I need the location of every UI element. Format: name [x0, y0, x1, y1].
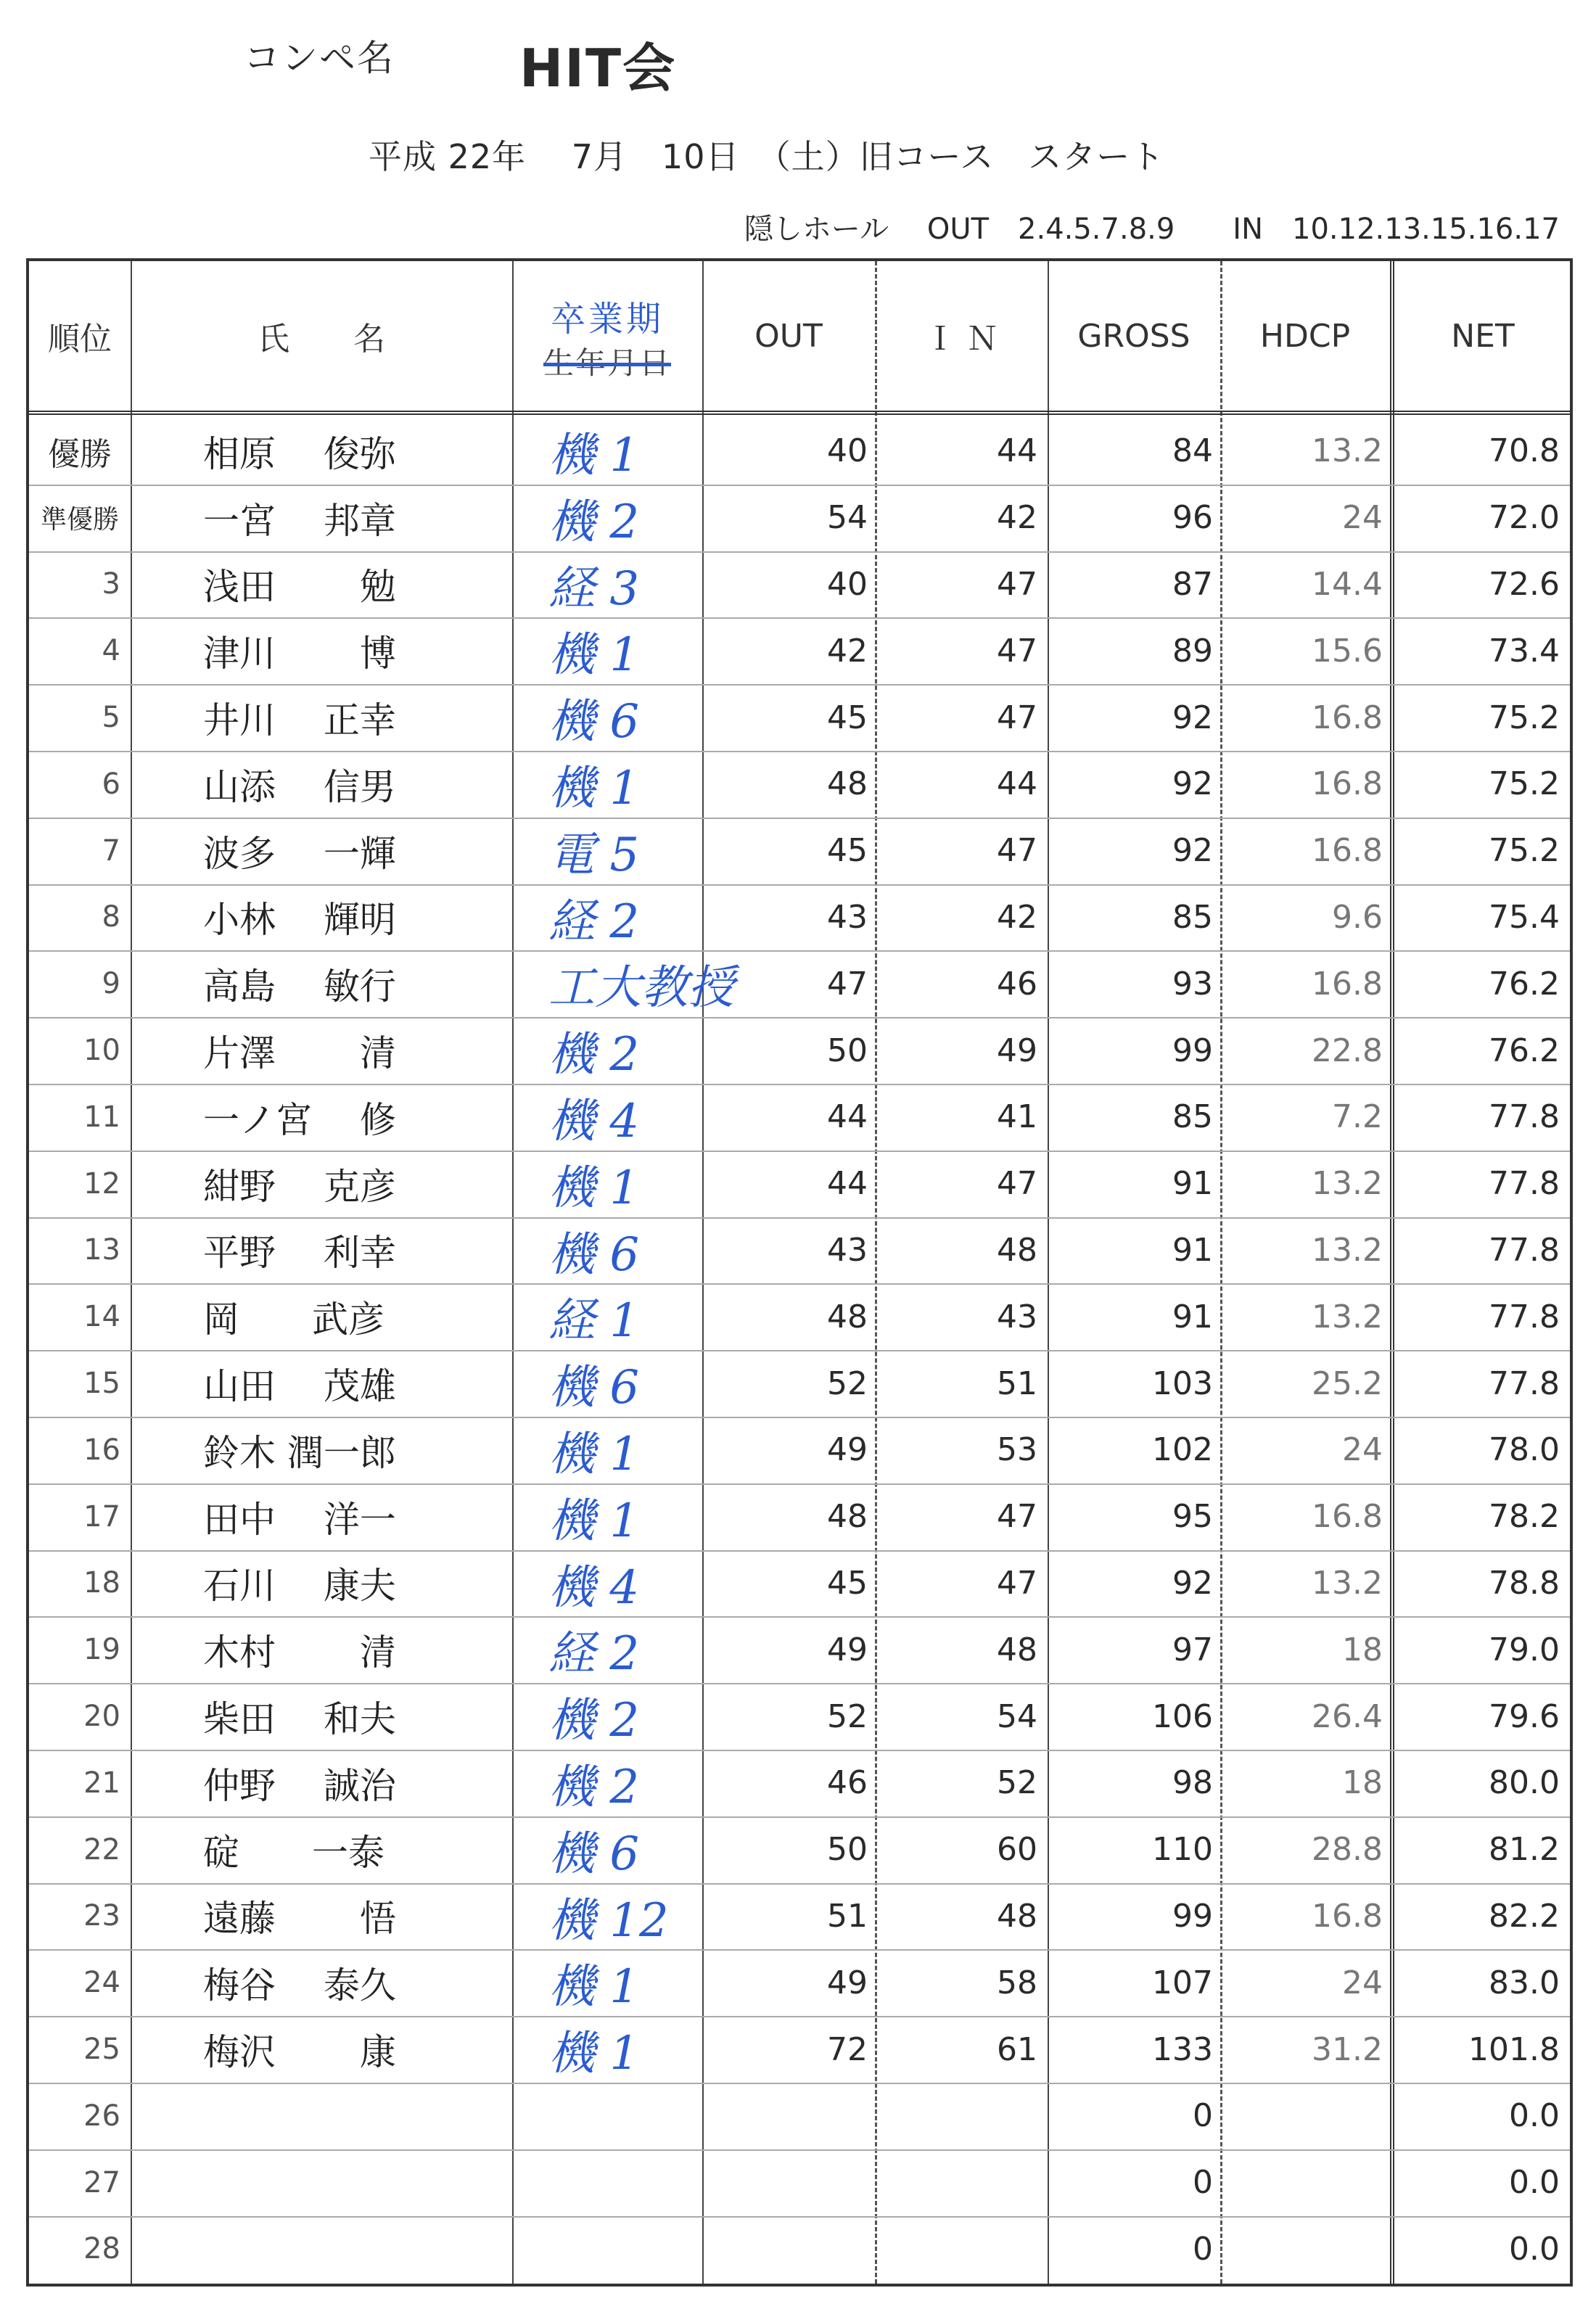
in-cell: 47: [997, 632, 1037, 670]
out-cell: 43: [827, 1231, 868, 1269]
hdcp-cell: 16.8: [1312, 832, 1383, 870]
header-separator: [29, 411, 1570, 415]
out-cell: 40: [827, 565, 868, 603]
year-cell: [527, 2216, 723, 2283]
year-cell: 電 5: [548, 828, 640, 882]
table-row: [29, 950, 1570, 1017]
table-row: [29, 1417, 1570, 1483]
table-row: [29, 1750, 1570, 1816]
name-cell: 木村 清: [203, 1631, 396, 1674]
in-cell: 47: [997, 1564, 1037, 1602]
net-cell: 77.8: [1489, 1231, 1560, 1269]
in-cell: 46: [997, 965, 1037, 1003]
net-cell: 72.6: [1489, 565, 1560, 603]
name-cell: [203, 2149, 486, 2216]
table-row: [29, 485, 1570, 551]
gross-cell: 87: [1172, 565, 1213, 603]
rank-cell: 11: [83, 1100, 120, 1134]
gross-cell: 91: [1172, 1165, 1213, 1203]
hdcp-cell: 24: [1342, 1431, 1383, 1469]
rank-cell: 24: [83, 1966, 120, 2000]
net-cell: 77.8: [1489, 1098, 1560, 1136]
in-cell: 41: [997, 1098, 1037, 1136]
hdcp-cell: 22.8: [1312, 1032, 1383, 1069]
hdcp-cell: 26.4: [1312, 1697, 1383, 1735]
rank-cell: 優勝: [48, 435, 112, 473]
year-cell: 機 1: [548, 1960, 640, 2014]
header-net: NET: [1451, 317, 1515, 355]
gross-cell: 92: [1172, 1564, 1213, 1602]
year-cell: 機 1: [548, 1161, 640, 1215]
name-cell: 梅谷 泰久: [203, 1964, 396, 2007]
gross-cell: 89: [1172, 632, 1213, 670]
in-cell: 48: [997, 1631, 1037, 1668]
net-cell: 77.8: [1489, 1298, 1560, 1335]
hdcp-cell: 31.2: [1312, 2030, 1383, 2068]
out-cell: 47: [827, 965, 868, 1003]
name-cell: 一ノ宮 修: [203, 1098, 396, 1141]
gross-cell: 85: [1172, 1098, 1213, 1136]
year-cell: 機 6: [548, 1227, 640, 1282]
rank-cell: 17: [83, 1499, 120, 1534]
in-cell: 42: [997, 898, 1037, 936]
out-cell: 45: [827, 1564, 868, 1602]
gross-cell: 102: [1152, 1431, 1213, 1469]
gross-cell: 91: [1172, 1231, 1213, 1269]
hdcp-cell: 16.8: [1312, 1498, 1383, 1536]
in-cell: 49: [997, 1032, 1037, 1069]
rank-cell: 6: [102, 767, 120, 801]
rank-cell: 21: [83, 1766, 120, 1800]
out-cell: 50: [827, 1032, 868, 1069]
header-year-handwritten: 卒業期: [550, 299, 664, 339]
in-cell: 52: [997, 1764, 1037, 1802]
out-cell: [702, 2083, 876, 2149]
name-cell: 小林 輝明: [203, 899, 396, 942]
name-cell: 紺野 克彦: [203, 1165, 396, 1208]
out-cell: 49: [827, 1431, 868, 1469]
net-cell: 82.2: [1489, 1897, 1560, 1935]
table-row: [29, 818, 1570, 884]
year-cell: 機 2: [548, 1028, 640, 1082]
net-cell: 72.0: [1489, 499, 1560, 537]
out-cell: 72: [827, 2030, 868, 2068]
name-cell: 片澤 清: [203, 1032, 396, 1075]
hdcp-cell: 24: [1342, 499, 1383, 537]
year-cell: 経 2: [548, 1627, 640, 1682]
name-cell: 梅沢 康: [203, 2031, 396, 2074]
table-row: [29, 1550, 1570, 1617]
name-cell: 津川 博: [203, 633, 396, 675]
year-cell: 機 1: [548, 628, 640, 683]
rank-cell: 28: [83, 2232, 120, 2266]
competition-label: コンペ名: [244, 37, 395, 79]
net-cell: 77.8: [1489, 1165, 1560, 1203]
in-cell: 47: [997, 565, 1037, 603]
in-cell: [876, 2083, 1048, 2149]
name-cell: 仲野 誠治: [203, 1764, 396, 1807]
year-cell: 経 1: [548, 1294, 640, 1349]
out-cell: 51: [827, 1897, 868, 1935]
header-gross: GROSS: [1077, 317, 1190, 355]
gross-cell: 95: [1172, 1498, 1213, 1536]
rank-cell: 3: [102, 567, 120, 601]
gross-cell: 99: [1172, 1032, 1213, 1069]
in-cell: 51: [997, 1365, 1037, 1402]
in-cell: 47: [997, 1165, 1037, 1203]
rank-cell: 22: [83, 1832, 120, 1866]
net-cell: 101.8: [1468, 2030, 1560, 2068]
rank-cell: 18: [83, 1566, 120, 1600]
year-cell: 機 4: [548, 1560, 640, 1615]
competition-name: HIT会: [519, 38, 677, 99]
net-cell: 78.2: [1489, 1498, 1560, 1536]
rank-cell: 16: [83, 1433, 120, 1467]
date-line: 平成 22年 7月 10日 （土）旧コース スタート: [369, 137, 1165, 176]
table-row: [29, 1217, 1570, 1284]
rank-cell: 15: [83, 1367, 120, 1401]
in-cell: 44: [997, 765, 1037, 803]
year-cell: 経 3: [548, 561, 640, 616]
table-row: [29, 1816, 1570, 1883]
in-cell: 44: [997, 432, 1037, 470]
net-cell: 79.6: [1489, 1697, 1560, 1735]
out-cell: 52: [827, 1697, 868, 1735]
gross-cell: 103: [1152, 1365, 1213, 1402]
net-cell: 70.8: [1489, 432, 1560, 470]
out-cell: 40: [827, 432, 868, 470]
in-cell: 53: [997, 1431, 1037, 1469]
gross-cell: 98: [1172, 1764, 1213, 1802]
year-cell: 機 2: [548, 1694, 640, 1748]
hdcp-cell: [1222, 2216, 1393, 2283]
gross-cell: 0: [1193, 2164, 1213, 2202]
in-cell: 61: [997, 2030, 1037, 2068]
net-cell: 0.0: [1509, 2230, 1560, 2268]
net-cell: 77.8: [1489, 1365, 1560, 1402]
out-cell: 54: [827, 499, 868, 537]
year-cell: 機 6: [548, 1361, 640, 1415]
table-row: [29, 2149, 1570, 2216]
rank-cell: 9: [102, 967, 120, 1001]
hdcp-cell: 13.2: [1312, 1231, 1383, 1269]
year-cell: 機 1: [548, 2027, 640, 2081]
hdcp-cell: [1222, 2083, 1393, 2149]
name-cell: 田中 洋一: [203, 1498, 396, 1541]
in-cell: 58: [997, 1964, 1037, 2001]
year-cell: 機 12: [548, 1893, 669, 1948]
hdcp-cell: 13.2: [1312, 1165, 1383, 1203]
year-cell: 機 6: [548, 695, 640, 749]
out-cell: 44: [827, 1165, 868, 1203]
table-row: [29, 1949, 1570, 2016]
year-cell: [527, 2149, 723, 2216]
rank-cell: 27: [83, 2165, 120, 2199]
rank-cell: 準優勝: [40, 505, 119, 535]
name-cell: [203, 2083, 486, 2149]
year-cell: 機 6: [548, 1827, 640, 1881]
hdcp-cell: 13.2: [1312, 1564, 1383, 1602]
out-cell: 45: [827, 832, 868, 870]
hdcp-cell: 7.2: [1332, 1098, 1383, 1136]
gross-cell: 133: [1152, 2030, 1213, 2068]
net-cell: 81.2: [1489, 1831, 1560, 1869]
year-cell: 機 4: [548, 1094, 640, 1148]
net-cell: 80.0: [1489, 1764, 1560, 1802]
table-row: [29, 2216, 1570, 2283]
gross-cell: 97: [1172, 1631, 1213, 1668]
name-cell: 高島 敏行: [203, 966, 396, 1008]
in-cell: 54: [997, 1697, 1037, 1735]
header-out: OUT: [754, 317, 823, 355]
table-row: [29, 2083, 1570, 2149]
score-table: [26, 258, 1573, 2287]
name-cell: 平野 利幸: [203, 1232, 396, 1275]
net-cell: 78.8: [1489, 1564, 1560, 1602]
in-cell: [876, 2149, 1048, 2216]
rank-cell: 10: [83, 1034, 120, 1068]
rank-cell: 4: [102, 634, 120, 668]
rank-cell: 12: [83, 1166, 120, 1201]
name-cell: 岡 武彦: [203, 1298, 384, 1341]
table-row: [29, 1084, 1570, 1151]
year-cell: [527, 2083, 723, 2149]
name-cell: 波多 一輝: [203, 832, 396, 875]
gross-cell: 85: [1172, 898, 1213, 936]
table-row: [29, 418, 1570, 485]
hdcp-cell: [1222, 2149, 1393, 2216]
name-cell: 一宮 邦章: [203, 499, 396, 542]
in-cell: 43: [997, 1298, 1037, 1335]
header-name: 氏 名: [258, 321, 385, 358]
name-cell: 浅田 勉: [203, 566, 396, 609]
hdcp-cell: 16.8: [1312, 965, 1383, 1003]
header-rank: 順位: [48, 321, 112, 358]
net-cell: 79.0: [1489, 1631, 1560, 1668]
hdcp-cell: 13.2: [1312, 1298, 1383, 1335]
hdcp-cell: 25.2: [1312, 1365, 1383, 1402]
net-cell: 75.2: [1489, 765, 1560, 803]
gross-cell: 92: [1172, 832, 1213, 870]
year-cell: 機 1: [548, 428, 640, 482]
gross-cell: 92: [1172, 699, 1213, 736]
table-row: [29, 751, 1570, 818]
header-year-struck: 生年月日: [543, 345, 671, 381]
out-cell: 44: [827, 1098, 868, 1136]
out-cell: 49: [827, 1631, 868, 1668]
net-cell: 75.2: [1489, 699, 1560, 736]
in-cell: [876, 2216, 1048, 2283]
table-row: [29, 617, 1570, 684]
hdcp-cell: 13.2: [1312, 432, 1383, 470]
out-cell: 46: [827, 1764, 868, 1802]
table-row: [29, 1616, 1570, 1683]
year-cell: 機 2: [548, 495, 640, 549]
name-cell: 遠藤 悟: [203, 1898, 396, 1940]
year-cell: 機 1: [548, 761, 640, 815]
gross-cell: 0: [1193, 2097, 1213, 2135]
gross-cell: 110: [1152, 1831, 1213, 1869]
hdcp-cell: 18: [1342, 1631, 1383, 1668]
rank-cell: 5: [102, 701, 120, 735]
out-cell: 52: [827, 1365, 868, 1402]
table-row: [29, 684, 1570, 751]
in-cell: 48: [997, 1897, 1037, 1935]
name-cell: 井川 正幸: [203, 699, 396, 742]
table-row: [29, 1350, 1570, 1417]
out-cell: 50: [827, 1831, 868, 1869]
table-row: [29, 1483, 1570, 1550]
name-cell: 柴田 和夫: [203, 1698, 396, 1741]
in-cell: 47: [997, 832, 1037, 870]
name-cell: 相原 俊弥: [203, 432, 396, 475]
net-cell: 0.0: [1509, 2164, 1560, 2202]
table-row: [29, 1151, 1570, 1217]
name-cell: 石川 康夫: [203, 1565, 396, 1608]
hdcp-cell: 16.8: [1312, 699, 1383, 736]
out-cell: 48: [827, 765, 868, 803]
gross-cell: 106: [1152, 1697, 1213, 1735]
hdcp-cell: 16.8: [1312, 1897, 1383, 1935]
net-cell: 83.0: [1489, 1964, 1560, 2001]
gross-cell: 96: [1172, 499, 1213, 537]
in-cell: 48: [997, 1231, 1037, 1269]
net-cell: 76.2: [1489, 965, 1560, 1003]
table-row: [29, 1017, 1570, 1084]
gross-cell: 107: [1152, 1964, 1213, 2001]
out-cell: 45: [827, 699, 868, 736]
out-cell: 43: [827, 898, 868, 936]
in-cell: 47: [997, 699, 1037, 736]
table-row: [29, 1883, 1570, 1950]
in-cell: 42: [997, 499, 1037, 537]
in-cell: 47: [997, 1498, 1037, 1536]
hdcp-cell: 24: [1342, 1964, 1383, 2001]
year-cell: 機 2: [548, 1760, 640, 1814]
net-cell: 73.4: [1489, 632, 1560, 670]
net-cell: 0.0: [1509, 2097, 1560, 2135]
table-row: [29, 551, 1570, 618]
name-cell: 山添 信男: [203, 765, 396, 808]
name-cell: 鈴木 潤一郎: [203, 1431, 396, 1474]
hdcp-cell: 18: [1342, 1764, 1383, 1802]
gross-cell: 92: [1172, 765, 1213, 803]
year-cell: 機 1: [548, 1494, 640, 1548]
rank-cell: 26: [83, 2099, 120, 2133]
name-cell: [203, 2216, 486, 2283]
table-row: [29, 1283, 1570, 1350]
rank-cell: 19: [83, 1633, 120, 1667]
out-cell: 49: [827, 1964, 868, 2001]
year-cell: 経 2: [548, 894, 640, 949]
hdcp-cell: 9.6: [1332, 898, 1383, 936]
out-cell: [702, 2149, 876, 2216]
out-cell: 48: [827, 1498, 868, 1536]
gross-cell: 91: [1172, 1298, 1213, 1335]
table-row: [29, 2016, 1570, 2083]
out-cell: 48: [827, 1298, 868, 1335]
header-hdcp: HDCP: [1259, 317, 1351, 355]
table-row: [29, 884, 1570, 951]
net-cell: 75.2: [1489, 832, 1560, 870]
out-cell: 42: [827, 632, 868, 670]
rank-cell: 20: [83, 1700, 120, 1734]
year-cell: 機 1: [548, 1427, 640, 1481]
header-in: Ｉ Ｎ: [924, 321, 998, 358]
gross-cell: 0: [1193, 2230, 1213, 2268]
name-cell: 山田 茂雄: [203, 1365, 396, 1408]
gross-cell: 93: [1172, 965, 1213, 1003]
rank-cell: 23: [83, 1899, 120, 1933]
rank-cell: 7: [102, 834, 120, 868]
gross-cell: 99: [1172, 1897, 1213, 1935]
net-cell: 76.2: [1489, 1032, 1560, 1069]
hdcp-cell: 14.4: [1312, 565, 1383, 603]
name-cell: 碇 一泰: [203, 1831, 384, 1874]
header-year: [512, 271, 702, 411]
table-row: [29, 1683, 1570, 1750]
rank-cell: 13: [83, 1233, 120, 1267]
in-cell: 60: [997, 1831, 1037, 1869]
hidden-holes-line: 隠しホール OUT 2.4.5.7.8.9 IN 10.12.13.15.16.17: [744, 213, 1560, 246]
net-cell: 78.0: [1489, 1431, 1560, 1469]
gross-cell: 84: [1172, 432, 1213, 470]
hdcp-cell: 28.8: [1312, 1831, 1383, 1869]
year-cell: 工大教授: [548, 961, 734, 1016]
net-cell: 75.4: [1489, 898, 1560, 936]
rank-cell: 14: [83, 1300, 120, 1334]
out-cell: [702, 2216, 876, 2283]
rank-cell: 25: [83, 2033, 120, 2067]
hdcp-cell: 16.8: [1312, 765, 1383, 803]
hdcp-cell: 15.6: [1312, 632, 1383, 670]
rank-cell: 8: [102, 900, 120, 934]
